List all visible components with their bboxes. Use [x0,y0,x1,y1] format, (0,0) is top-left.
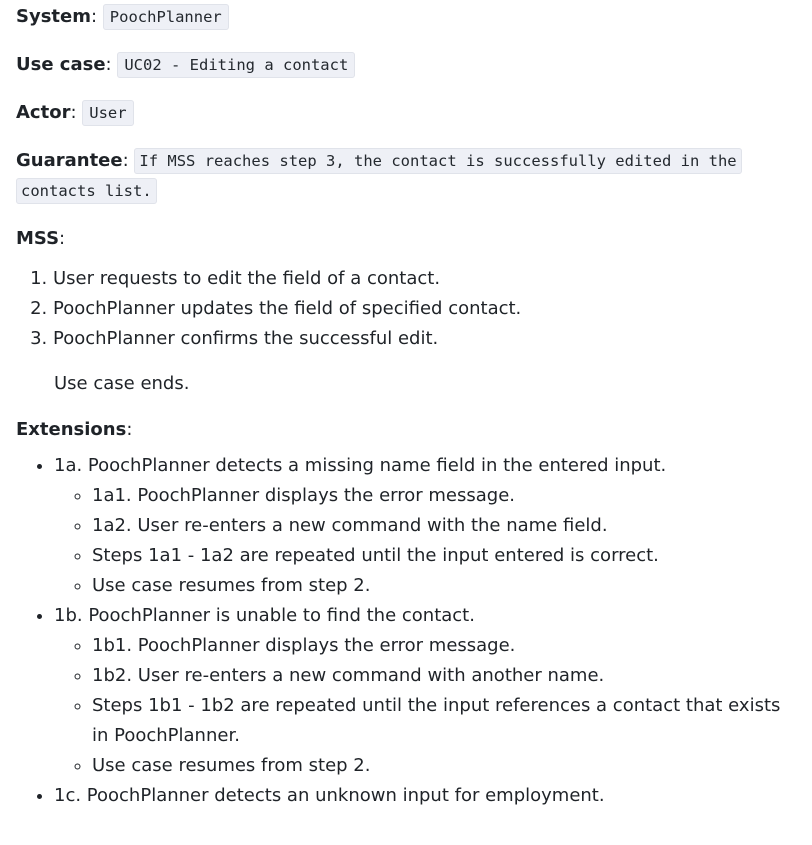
actor-label: Actor [16,102,71,123]
extension-substep: ◦ 1a1. PoochPlanner displays the error message. [92,481,798,511]
extensions-list [16,451,798,811]
system-label: System [16,6,91,27]
extension-text: 1a. PoochPlanner detects a missing name field in the entered input. [54,455,667,476]
mss-label: MSS [16,228,60,249]
mss-steps-list [16,264,798,354]
use-case-field: Use case: UC02 - Editing a contact [16,50,798,80]
actor-value: User [82,100,133,126]
guarantee-value: If MSS reaches step 3, the contact is successfully edited in the contacts list. [16,148,742,204]
system-value: PoochPlanner [103,4,229,30]
use-case-label: Use case [16,54,106,75]
mss-step: 3. PoochPlanner confirms the successful edit. [53,324,798,354]
guarantee-field: Guarantee: If MSS reaches step 3, the contact is successfully edited in the contacts list. [16,146,798,206]
guarantee-label: Guarantee [16,150,123,171]
mss-ending: Use case ends. [54,373,190,394]
mss-step: 2. PoochPlanner updates the field of specified contact. [53,294,798,324]
extension-substep: ◦ 1a2. User re-enters a new command with the name field. [92,511,798,541]
actor-field: Actor: User [16,98,798,128]
extensions-label: Extensions [16,419,127,440]
system-field: System: PoochPlanner [16,2,798,32]
extension-text: 1c. PoochPlanner detects an unknown input for employment. [54,785,605,806]
extensions-heading: Extensions: [16,419,133,440]
extension-item [54,601,798,781]
extension-substep: ◦ Steps 1a1 - 1a2 are repeated until the input entered is correct. [92,541,798,571]
extension-substep: ◦ Use case resumes from step 2. [92,751,798,781]
extension-text: 1b. PoochPlanner is unable to find the contact. [54,605,475,626]
extension-item [54,781,798,811]
mss-heading: MSS: [16,228,66,249]
extension-item [54,451,798,601]
extension-sublist [54,481,798,601]
extension-substep: ◦ Steps 1b1 - 1b2 are repeated until the input references a contact that exists in PoochPlanner. [92,691,798,751]
use-case-value: UC02 - Editing a contact [117,52,355,78]
extension-sublist [54,631,798,781]
extension-substep: ◦ Use case resumes from step 2. [92,571,798,601]
extension-substep: ◦ 1b1. PoochPlanner displays the error message. [92,631,798,661]
mss-step: 1. User requests to edit the field of a contact. [53,264,798,294]
extension-substep: ◦ 1b2. User re-enters a new command with another name. [92,661,798,691]
